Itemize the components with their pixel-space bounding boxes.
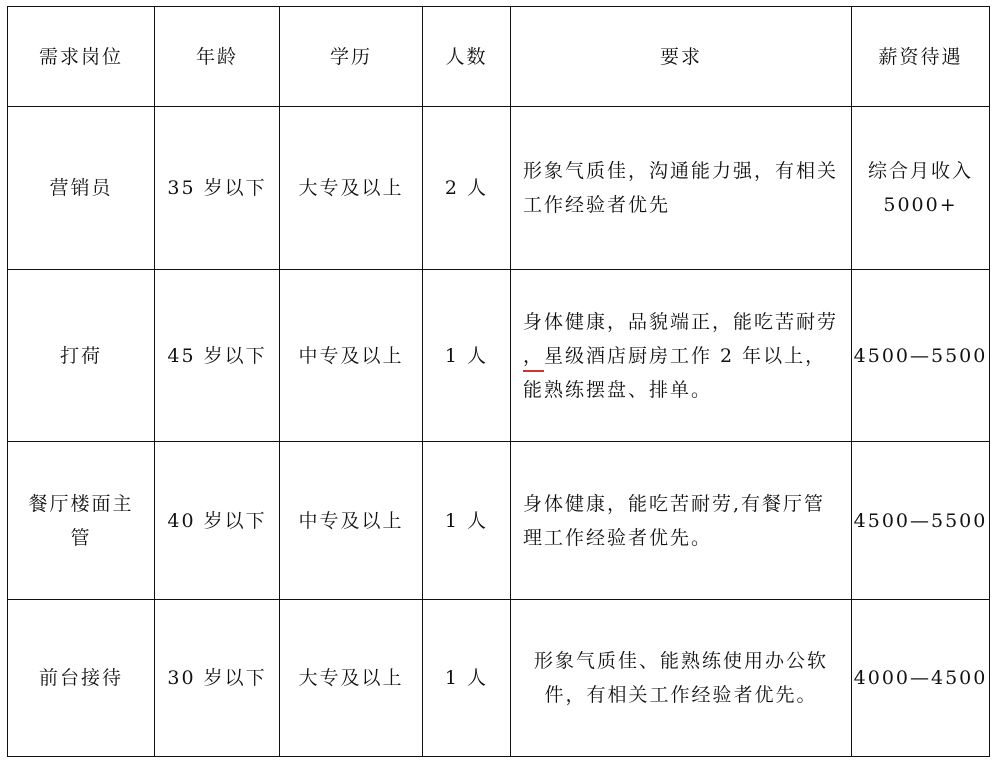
header-requirement: 要求 <box>511 7 852 107</box>
education-cell: 大专及以上 <box>280 107 423 270</box>
age-cell: 40 岁以下 <box>155 442 280 600</box>
count-cell: 1 人 <box>423 270 511 442</box>
table-row <box>8 442 990 600</box>
education-cell: 中专及以上 <box>280 442 423 600</box>
table-row <box>8 600 990 757</box>
count-cell: 2 人 <box>423 107 511 270</box>
count-cell: 1 人 <box>423 600 511 757</box>
position-cell: 前台接待 <box>8 600 155 757</box>
requirement-cell: 形象气质佳、能熟练使用办公软件，有相关工作经验者优先。 <box>511 600 852 757</box>
salary-cell: 4500—5500 <box>852 442 990 600</box>
requirement-text-part1: 身体健康，品貌端正，能吃苦耐劳 <box>523 310 839 333</box>
header-position: 需求岗位 <box>8 7 155 107</box>
salary-cell: 4500—5500 <box>852 270 990 442</box>
salary-cell: 4000—4500 <box>852 600 990 757</box>
education-cell: 中专及以上 <box>280 270 423 442</box>
table-row <box>8 107 990 270</box>
age-cell: 35 岁以下 <box>155 107 280 270</box>
header-row <box>8 7 990 107</box>
position-cell: 餐厅楼面主管 <box>8 442 155 600</box>
education-cell: 大专及以上 <box>280 600 423 757</box>
header-count: 人数 <box>423 7 511 107</box>
spellcheck-underlined-comma: ， <box>523 342 544 372</box>
recruitment-table <box>7 6 990 757</box>
age-cell: 45 岁以下 <box>155 270 280 442</box>
count-cell: 1 人 <box>423 442 511 600</box>
position-cell: 打荷 <box>8 270 155 442</box>
header-age: 年龄 <box>155 7 280 107</box>
salary-cell: 综合月收入5000+ <box>852 107 990 270</box>
position-cell: 营销员 <box>8 107 155 270</box>
age-cell: 30 岁以下 <box>155 600 280 757</box>
header-salary: 薪资待遇 <box>852 7 990 107</box>
requirement-cell: 身体健康，能吃苦耐劳,有餐厅管理工作经验者优先。 <box>511 442 852 600</box>
table-row <box>8 270 990 442</box>
requirement-text-part2: 星级酒店厨房工作 2 年以上，能熟练摆盘、排单。 <box>523 344 827 401</box>
requirement-cell <box>511 270 852 442</box>
requirement-cell: 形象气质佳，沟通能力强，有相关工作经验者优先 <box>511 107 852 270</box>
header-education: 学历 <box>280 7 423 107</box>
